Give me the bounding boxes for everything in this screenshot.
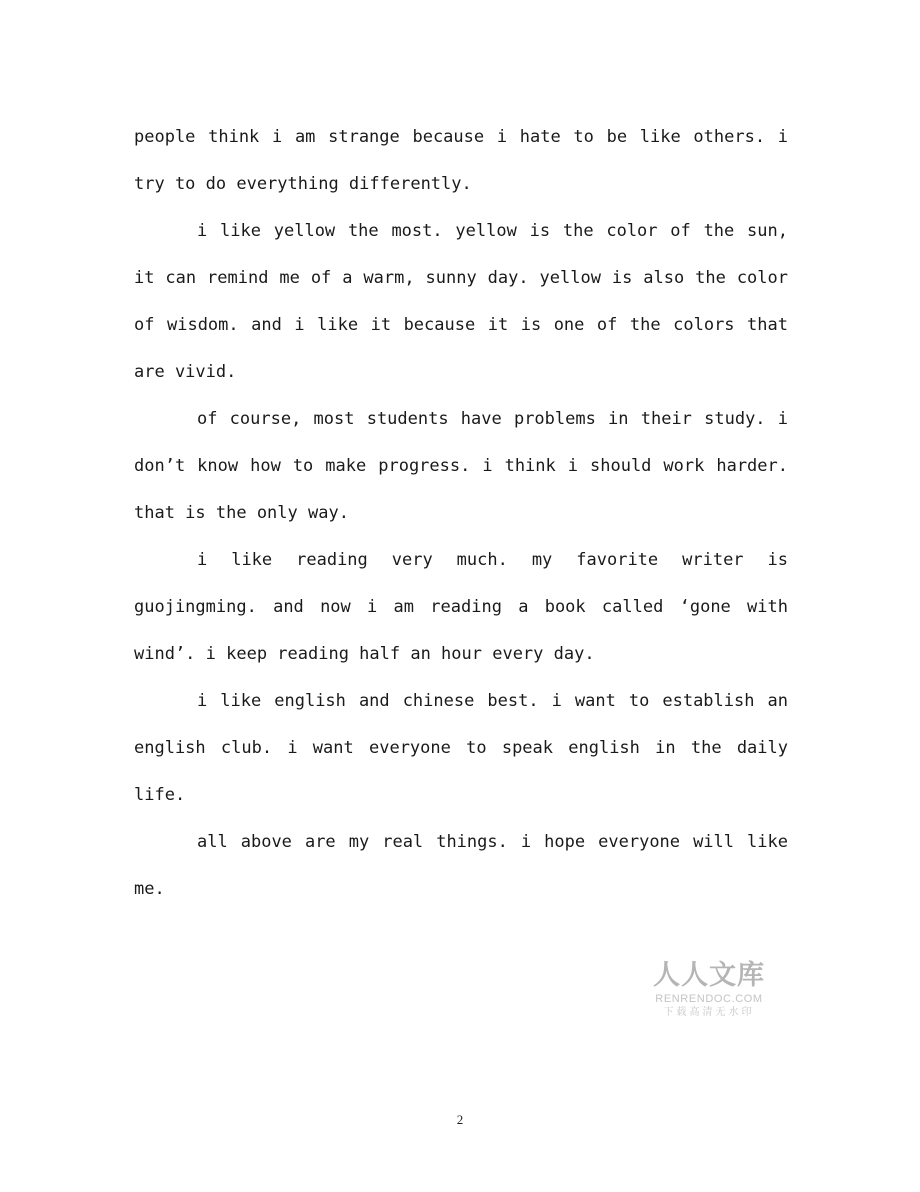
paragraph-3: of course, most students have problems in their study. i don’t know how to make progress. i think i should work harder. that is the only way.: [134, 409, 788, 523]
paragraph-1: people think i am strange because i hate to be like others. i try to do everything differently.: [134, 127, 788, 194]
paragraph-4: i like reading very much. my favorite writer is guojingming. and now i am reading a book called ‘gone with wind’. i keep reading half an hour every day.: [134, 550, 788, 664]
watermark-logo: [646, 960, 772, 1020]
body-text: [134, 114, 788, 913]
watermark-title: 人人文库: [653, 960, 765, 991]
paragraph-2: i like yellow the most. yellow is the color of the sun, it can remind me of a warm, sunny day. yellow is also the color of wisdom. and i like it because it is one of the colors that are vivid.: [134, 221, 788, 382]
paragraph-5: i like english and chinese best. i want to establish an english club. i want everyone to speak english in the daily life.: [134, 691, 788, 805]
watermark-url: RENRENDOC.COM: [655, 993, 763, 1005]
watermark-subtitle: 下载高清无水印: [663, 1007, 755, 1018]
page-number: 2: [456, 1112, 464, 1127]
paragraph-6: all above are my real things. i hope everyone will like me.: [134, 832, 788, 899]
